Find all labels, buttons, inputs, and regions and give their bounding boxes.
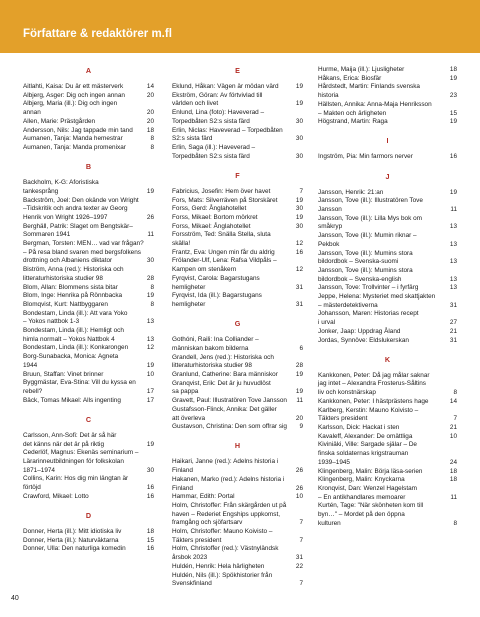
entry-page-number: 13 (146, 318, 154, 326)
entry-title: Fyrqvist, Ida (ill.): Bagarstugans hemligheter (172, 292, 262, 308)
index-entry (318, 66, 457, 75)
entry-page-number: 18 (449, 66, 457, 73)
entry-title: Jansson, Tove (ill.): Mumins stora bildordbok – Svenska-english (318, 266, 413, 283)
index-entry (318, 398, 457, 407)
index-entry (318, 468, 457, 477)
entry-page-number: 19 (449, 118, 457, 126)
entry-title: Bondestam, Linda (ill.): Konkarongen (23, 344, 129, 352)
index-column-1 (23, 66, 154, 554)
entry-title: Byggmästar, Eva-Stina: Vill du kyssa en rebell? (23, 379, 136, 395)
entry-title: Granlund, Catherine: Bara människor (172, 370, 278, 378)
entry-page-number: 7 (299, 519, 303, 527)
index-entry (23, 353, 154, 370)
index-letter-heading: I (386, 136, 389, 146)
index-entry (172, 292, 303, 309)
index-entry (23, 493, 154, 502)
index-entry (172, 493, 303, 502)
entry-page-number: 19 (146, 440, 154, 448)
entry-title: Högstrand, Martin: Raga (318, 118, 388, 126)
entry-page-number: 28 (295, 362, 303, 370)
entry-page-number: 28 (146, 274, 154, 282)
entry-title: Jansson, Tove (ill.): Lilla Mys bok om småkryp (318, 214, 422, 231)
index-entry (172, 354, 303, 371)
entry-title: Forss, Mikael: Ånglahotellet (172, 222, 251, 230)
entry-title: Johansson, Maren: Historias recept i urval (318, 310, 419, 327)
index-entry (318, 153, 457, 162)
entry-page-number: 22 (295, 562, 303, 570)
entry-page-number: 31 (295, 300, 303, 308)
entry-title: Gothóni, Raili: Ina Colliander – människan bakom bilderna (172, 336, 259, 352)
entry-page-number: 19 (146, 292, 154, 300)
index-entry (23, 240, 154, 266)
entry-title: Aumanen, Tanja: Manda hemestrar (23, 135, 123, 143)
index-entry (172, 109, 303, 126)
entry-title: Håkans, Erica: Biosfär (318, 74, 382, 82)
entry-page-number: 13 (449, 258, 457, 266)
index-entry (172, 197, 303, 206)
index-entry (23, 135, 154, 144)
index-entry (172, 83, 303, 92)
entry-title: Kankkonen, Peter: I hästprästens hage (318, 397, 429, 405)
entry-page-number: 26 (295, 484, 303, 492)
entry-page-number: 17 (146, 388, 154, 395)
index-entry (318, 328, 457, 337)
index-entry (172, 528, 303, 545)
entry-page-number: 24 (449, 458, 457, 466)
index-entry (318, 284, 457, 293)
index-entry (318, 189, 457, 198)
index-entry (318, 502, 457, 528)
index-entry (23, 223, 154, 240)
index-entry (172, 476, 303, 493)
entry-page-number: 20 (295, 414, 303, 422)
entry-title: Carlsson, Ann-Sofi: Det är så här det känns när det är på riktig (23, 431, 117, 448)
entry-title: Frölander-Ulf, Lena: Rafsa Vildpåls – Kampen om stenåkern (172, 257, 277, 274)
entry-page-number: 30 (295, 135, 303, 143)
entry-title: Fabricius, Josefin: Hem över havet (172, 187, 271, 195)
entry-title: Holm, Christoffer: Från skärgården ut på haven – Rederiet Engships uppkomst, framgång och sjöfartsarv (172, 501, 287, 527)
entry-page-number: 16 (146, 484, 154, 492)
entry-page-number: 7 (299, 536, 303, 544)
entry-page-number: 8 (453, 519, 457, 527)
entry-title: Holm, Christoffer (red.): Västnyländsk årsbok 2023 (172, 545, 279, 562)
entry-title: Klingenberg, Malin: Knyckarna (318, 476, 405, 484)
entry-page-number: 23 (449, 92, 457, 100)
entry-title: Fyrqvist, Carola: Bagarstugans hemligheter (172, 274, 260, 291)
entry-title: Forsström, Ted: Snälla Stella, sluta skälla! (172, 231, 271, 248)
entry-title: Collins, Karin: Hos dig min längtan är förtöjd (23, 475, 129, 492)
index-entry (318, 101, 457, 118)
entry-title: Grandell, Jens (red.): Historiska och litteraturhistoriska studier 98 (172, 353, 274, 370)
entry-page-number: 18 (146, 528, 154, 536)
entry-page-number: 18 (449, 476, 457, 484)
entry-title: Jansson, Tove: Trollvinter – i fyrfärg (318, 284, 419, 292)
entry-page-number: 15 (146, 536, 154, 544)
index-entry (318, 118, 457, 127)
index-entry (318, 485, 457, 502)
entry-page-number: 26 (295, 467, 303, 475)
index-entry (172, 423, 303, 432)
index-entry (172, 545, 303, 562)
index-entry (23, 545, 154, 554)
index-entry (23, 100, 154, 117)
entry-title: Cederlöf, Magnus: Ekenäs seminarium – Lärarinneutbildningen för folkskolan 1871–1974 (23, 449, 139, 474)
index-entry (172, 214, 303, 223)
index-entry (318, 250, 457, 267)
entry-page-number: 16 (146, 545, 154, 553)
entry-title: Donner, Ulla: Den naturliga komedin (23, 545, 126, 553)
entry-page-number: 19 (295, 388, 303, 396)
entry-title: Borg-Sunabacka, Monica: Agneta 1944 (23, 353, 119, 369)
index-entry (23, 179, 154, 196)
entry-page-number: 18 (146, 126, 154, 134)
index-entry (318, 232, 457, 249)
index-entry (172, 502, 303, 528)
entry-page-number: 13 (449, 240, 457, 248)
index-entry (318, 433, 457, 442)
entry-page-number: 19 (449, 188, 457, 196)
entry-title: Hällsten, Annika: Anna-Maja Henriksson – Makten och ärligheten (318, 100, 432, 117)
entry-page-number: 18 (449, 467, 457, 475)
entry-page-number: 30 (295, 205, 303, 213)
index-entry (172, 127, 303, 144)
entry-page-number: 6 (299, 344, 303, 352)
index-entry (23, 379, 154, 396)
index-entry (318, 476, 457, 485)
index-entry (23, 475, 154, 492)
entry-page-number: 30 (295, 222, 303, 230)
entry-page-number: 31 (295, 554, 303, 562)
entry-page-number: 31 (295, 283, 303, 291)
entry-page-number: 7 (299, 580, 303, 588)
entry-title: Jonker, Jaap: Uppdrag Åland (318, 327, 401, 335)
entry-title: Backström, Joel: Den okände von Wright –Tidskritik och andra texter av Georg Henrik von Wright 1926–1997 (23, 196, 139, 221)
entry-page-number: 8 (150, 143, 154, 151)
entry-title: Berghäll, Patrik: Slaget om Bengtskär– Sommaren 1941 (23, 222, 133, 239)
entry-page-number: 19 (449, 74, 457, 82)
header-banner (0, 0, 480, 53)
entry-title: Huldén, Henrik: Hela härligheten (172, 562, 265, 570)
index-entry (172, 223, 303, 232)
entry-page-number: 27 (449, 319, 457, 327)
entry-page-number: 30 (295, 152, 303, 160)
index-entry (23, 83, 154, 92)
entry-title: Haikari, Janne (red.): Adelns historia i Finland (172, 458, 279, 475)
index-entry (23, 266, 154, 283)
entry-title: Backholm, K-G: Aforistiska tankesprång (23, 179, 99, 195)
entry-page-number: 26 (146, 213, 154, 221)
index-entry (318, 424, 457, 433)
entry-page-number: 19 (146, 361, 154, 369)
entry-page-number: 20 (146, 117, 154, 125)
entry-page-number: 8 (150, 135, 154, 143)
index-letter-heading: G (234, 319, 241, 329)
entry-page-number: 31 (449, 301, 457, 309)
entry-page-number: 11 (296, 397, 303, 405)
entry-page-number: 13 (449, 275, 457, 283)
entry-title: Granqvist, Erik: Det är ju huvudlöst sa pappa (172, 379, 271, 396)
entry-title: Erlin, Niclas: Haveverad – Torpedbåten S2:s sista färd (172, 126, 283, 143)
index-entry (23, 127, 154, 136)
index-entry (172, 275, 303, 292)
index-letter-heading: H (234, 441, 241, 451)
index-letter-heading: C (85, 414, 92, 424)
index-entry (172, 406, 303, 423)
entry-page-number: 19 (295, 196, 303, 204)
page-number: 40 (11, 595, 19, 602)
entry-page-number: 8 (453, 389, 457, 397)
index-entry (318, 267, 457, 284)
entry-page-number: 19 (295, 370, 303, 378)
entry-title: Bondestam, Linda (ill.): Att vara Yoko – Yokos nattbok 1-3 (23, 309, 128, 326)
entry-title: Gustavson, Christina: Den som offrar sig (172, 423, 287, 431)
entry-page-number: 30 (295, 117, 303, 125)
index-entry (172, 144, 303, 161)
index-letter-heading: D (85, 511, 92, 521)
entry-page-number: 19 (295, 83, 303, 90)
entry-title: Biström, Anna (red.): Historiska och litteraturhistoriska studier 98 (23, 266, 124, 282)
index-entry (23, 327, 154, 344)
entry-title: Blomqvist, Kurt: Nattbyggaren (23, 300, 108, 308)
entry-title: Jansson, Henrik: 21:an (318, 188, 384, 196)
entry-title: Kankkonen, Peter: Då jag målar saknar jag intet – Alexandra Frosterus-Såltins liv och konstnärskap (318, 371, 430, 397)
entry-title: Jeppe, Helena: Mysteriet med skattjakten – mästerdetektiverna (318, 293, 436, 309)
entry-page-number: 30 (146, 466, 154, 474)
index-letter-heading: F (235, 170, 240, 180)
entry-title: Ekström, Göran: Av förtvivlad till världen och livet (172, 91, 263, 108)
index-entry (23, 449, 154, 475)
index-entry (318, 293, 457, 310)
entry-title: Hurme, Maija (ill.): Ljusligheter (318, 66, 405, 73)
index-column-2 (172, 66, 303, 589)
entry-title: Huldén, Nils (ill.): Spökhistorier från Svenskfinland (172, 571, 273, 588)
index-entry (172, 563, 303, 572)
entry-page-number: 12 (295, 240, 303, 248)
entry-title: Gravett, Paul: Illustratören Tove Jansson (172, 397, 287, 405)
index-entry (172, 188, 303, 197)
entry-page-number: 20 (146, 109, 154, 117)
entry-title: Karlberg, Kerstin: Mauno Koivisto – Täkters president (318, 406, 419, 423)
index-entry (172, 397, 303, 406)
index-entry (23, 344, 154, 353)
entry-title: Bruun, Staffan: Vinet brinner (23, 370, 104, 378)
index-entry (318, 197, 457, 214)
index-entry (172, 92, 303, 109)
entry-title: Karlsson, Dick: Hackat i sten (318, 424, 400, 431)
entry-page-number: 19 (295, 213, 303, 221)
entry-page-number: 19 (295, 100, 303, 108)
entry-title: Enlund, Lina (foto): Haveverad – Torpedbåten S2:s sista färd (172, 109, 265, 125)
entry-title: Hårdstedt, Martin: Finlands svenska historia (318, 83, 420, 100)
index-entry (172, 336, 303, 353)
index-entry (23, 118, 154, 127)
index-entry (23, 537, 154, 546)
entry-page-number: 21 (449, 327, 457, 335)
index-entry (23, 310, 154, 327)
index-letter-heading: J (385, 171, 390, 181)
entry-title: Kiviniäki, Ville: Sargade själar – De finska soldaternas krigstrauman 1939–1945 (318, 441, 417, 466)
entry-title: Aitlahti, Kaisa: Du är ett mästerverk (23, 83, 124, 90)
entry-title: Ingström, Pia: Min farmors nerver (318, 153, 413, 161)
index-entry (23, 397, 154, 406)
entry-page-number: 7 (299, 187, 303, 195)
entry-page-number: 14 (146, 83, 154, 90)
entry-title: Jansson, Tove (ill.): Illustratören Tove Jansson (318, 197, 423, 214)
entry-page-number: 14 (449, 397, 457, 405)
entry-title: Gustafsson-Flinck, Annika: Det gäller att överleva (172, 405, 277, 422)
index-entry (318, 215, 457, 232)
index-column-3 (318, 66, 457, 528)
entry-page-number: 13 (449, 284, 457, 292)
index-entry (172, 205, 303, 214)
entry-title: Fors, Mats: Silverräven på Storskäret (172, 196, 278, 204)
index-entry (23, 432, 154, 449)
entry-title: Bäck, Tomas Mikael: Alls ingenting (23, 396, 121, 404)
entry-title: Allen, Marie: Prästgården (23, 117, 96, 125)
entry-title: Jansson, Tove (ill.): Mumins stora bildordbok – Svenska-suomi (318, 249, 413, 266)
entry-title: Jordas, Synnöve: Eldslukerskan (318, 336, 409, 344)
entry-title: Blom, Inge: Henrika på Rönnbacka (23, 292, 123, 300)
entry-page-number: 15 (449, 109, 457, 117)
entry-title: Frantz, Eva: Ungen min får du aldrig (172, 248, 275, 256)
entry-title: Bergman, Torsten: MEN… vad var frågan? – På resa bland svaren med bergsfolkens drottning och Albaniens diktator (23, 240, 144, 265)
entry-page-number: 13 (449, 223, 457, 231)
index-entry (318, 83, 457, 100)
entry-title: Kavaleff, Alexander: De omättliga (318, 432, 413, 440)
entry-title: Hakanen, Marko (red.): Adelns historia i Finland (172, 475, 285, 492)
index-entry (23, 144, 154, 153)
index-entry (172, 572, 303, 589)
index-entry (23, 371, 154, 380)
index-entry (23, 92, 154, 101)
entry-title: Andersson, Nils: Jag tappade min tand (23, 126, 133, 134)
entry-page-number: 7 (453, 415, 457, 423)
entry-title: Donner, Herta (ill.): Mitt idiotiska liv (23, 528, 122, 536)
index-entry (172, 371, 303, 380)
entry-page-number: 21 (449, 424, 457, 431)
entry-title: Aumanen, Tanja: Manda promenixar (23, 143, 126, 151)
entry-title: Albjerg, Maria (ill.): Dig och ingen annan (23, 100, 118, 117)
index-entry (172, 380, 303, 397)
index-entry (23, 528, 154, 537)
entry-page-number: 10 (449, 432, 457, 440)
entry-title: Forss, Mikael: Bortom mörkret (172, 213, 258, 221)
index-entry (318, 441, 457, 467)
entry-title: Hammar, Edith: Portal (172, 493, 235, 501)
index-entry (318, 407, 457, 424)
index-entry (23, 301, 154, 310)
entry-title: Holm, Christoffer: Mauno Koivisto – Täkters president (172, 528, 273, 544)
index-entry (23, 292, 154, 301)
entry-page-number: 8 (150, 283, 154, 291)
entry-page-number: 11 (450, 493, 457, 501)
entry-page-number: 13 (146, 335, 154, 343)
entry-page-number: 12 (146, 344, 154, 352)
entry-page-number: 17 (146, 396, 154, 404)
entry-title: Albjerg, Asger: Dig och ingen annan (23, 91, 125, 99)
entry-page-number: 10 (295, 493, 303, 501)
entry-title: Erlin, Saga (ill.): Haveverad – Torpedbåten S2:s sista färd (172, 143, 256, 160)
entry-page-number: 16 (449, 153, 457, 161)
index-entry (172, 257, 303, 274)
index-entry (318, 337, 457, 346)
entry-page-number: 16 (146, 492, 154, 500)
entry-page-number: 10 (146, 370, 154, 378)
entry-title: Crawford, Mikael: Lotto (23, 492, 89, 500)
entry-title: Eklund, Håkan: Vägen är mödan värd (172, 83, 279, 90)
entry-page-number: 12 (295, 266, 303, 274)
entry-page-number: 30 (146, 257, 154, 265)
index-letter-heading: A (85, 66, 92, 75)
entry-title: Klingenberg, Malin: Börja läsa-serien (318, 467, 423, 475)
index-letter-heading: K (384, 354, 391, 364)
index-entry (318, 310, 457, 327)
entry-title: Bondestam, Linda (ill.): Hemligt och himla normalt – Yokos Nattbok 4 (23, 327, 124, 343)
index-entry (23, 284, 154, 293)
entry-page-number: 8 (150, 300, 154, 308)
entry-title: Jansson, Tove (ill.): Mumin riknar – Pekbok (318, 232, 417, 248)
index-entry (172, 458, 303, 475)
entry-title: Kurtén, Tage: "När skönheten kom till byn…" – Mordet på den öppna kulturen (318, 502, 424, 527)
entry-page-number: 11 (147, 231, 154, 239)
index-entry (318, 372, 457, 398)
index-entry (23, 197, 154, 223)
entry-title: Blom, Allan: Blommens sista bitar (23, 283, 118, 291)
entry-page-number: 11 (450, 206, 457, 214)
entry-page-number: 19 (146, 187, 154, 195)
index-letter-heading: B (85, 162, 92, 172)
entry-title: Forss, Gerd: Ånglahotellet (172, 205, 247, 213)
entry-page-number: 16 (295, 248, 303, 256)
index-letter-heading: E (235, 66, 240, 75)
entry-page-number: 20 (146, 91, 154, 99)
entry-title: Kronqvist, Dan: Wenzel Hagelstam – En antikhandlares memoarer (318, 484, 417, 501)
entry-page-number: 31 (449, 336, 457, 344)
page-title: Författare & redaktörer m.fl (23, 28, 172, 40)
entry-title: Donner, Herta (ill.): Naturväktarna (23, 536, 119, 544)
index-entry (172, 231, 303, 248)
entry-page-number: 9 (299, 423, 303, 431)
